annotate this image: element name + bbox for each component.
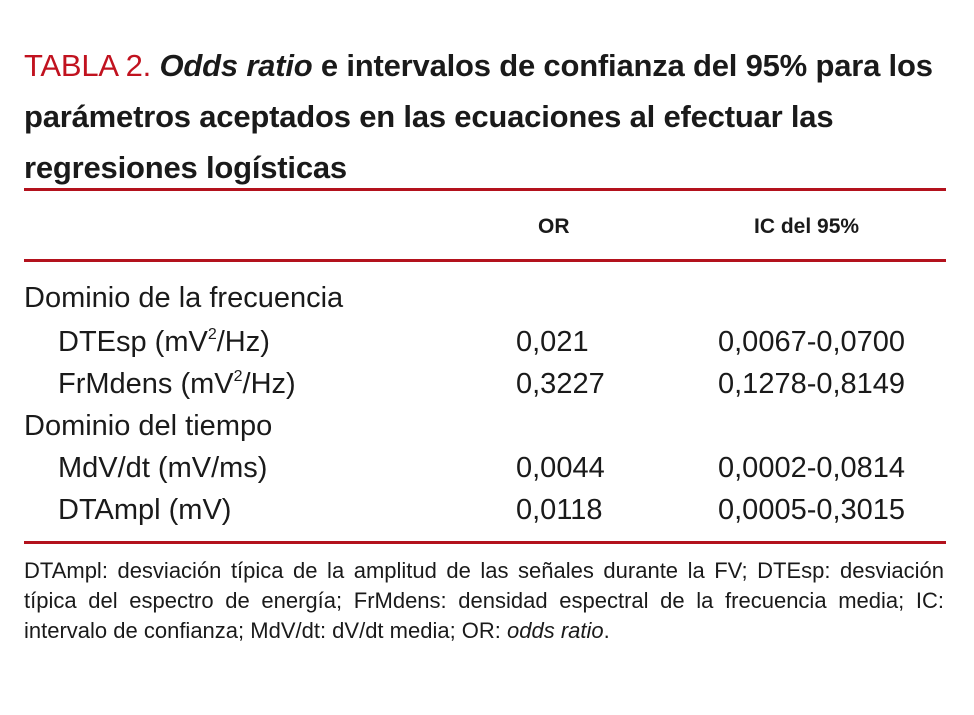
parameter-name: MdV/dt (mV/ms) xyxy=(58,452,268,484)
caption-italic-term: Odds ratio xyxy=(159,48,313,83)
ic-value: 0,0002-0,0814 xyxy=(718,452,906,484)
footnote-period: . xyxy=(603,618,610,643)
bottom-rule xyxy=(24,541,946,544)
table-caption xyxy=(24,40,954,193)
table-row xyxy=(24,362,946,406)
caption-title: e intervalos de confianza del 95% para los parámetros aceptados en las ecuaciones al efectuar las regresiones logísticas xyxy=(24,48,933,185)
section-row xyxy=(24,404,946,448)
table-row xyxy=(24,446,946,490)
or-value: 0,0118 xyxy=(516,494,603,526)
header-ic: IC del 95% xyxy=(754,215,860,238)
or-value: 0,0044 xyxy=(516,452,605,484)
header-rule xyxy=(24,259,946,262)
or-value: 0,3227 xyxy=(516,368,605,400)
parameter-name: DTEsp $(mV^2/Hz)$ xyxy=(58,326,270,358)
parameter-name: DTAmpl (mV) xyxy=(58,494,232,526)
header-or: OR xyxy=(538,215,570,238)
or-value: 0,021 xyxy=(516,326,589,358)
ic-value: 0,0005-0,3015 xyxy=(718,494,906,526)
superscript: 2 xyxy=(233,368,243,385)
table-row xyxy=(24,320,946,364)
parameter-name: FrMdens $(mV^2/Hz)$ xyxy=(58,368,296,400)
top-rule xyxy=(24,188,946,191)
table-row xyxy=(24,488,946,532)
section-title: Dominio de la frecuencia xyxy=(24,282,344,314)
table-footnote xyxy=(24,556,944,646)
footnote-italic-term: odds ratio xyxy=(507,618,604,643)
ic-value: 0,1278-0,8149 xyxy=(718,368,906,400)
ic-value: 0,0067-0,0700 xyxy=(718,326,906,358)
footnote-text: DTAmpl: desviación típica de la amplitud de las señales durante la FV; DTEsp: desviación típica del espectro de energía; FrMdens: densidad espectral de la frecuencia media; IC: intervalo de confianza; MdV/dt: dV/dt media; OR: xyxy=(24,558,944,643)
section-title: Dominio del tiempo xyxy=(24,410,273,442)
table-label: TABLA 2. xyxy=(24,48,152,83)
section-row xyxy=(24,276,946,320)
superscript: 2 xyxy=(207,326,217,343)
